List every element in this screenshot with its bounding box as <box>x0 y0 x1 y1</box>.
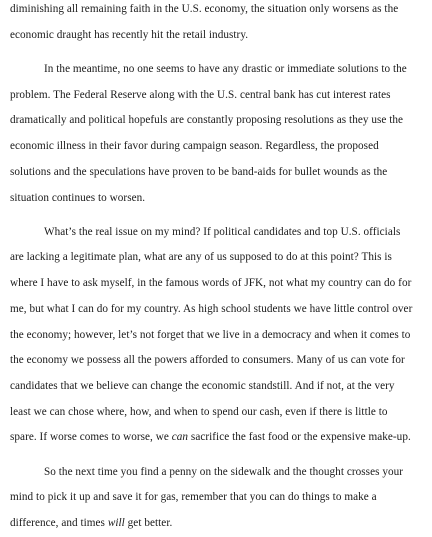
text-line: me, but what I can do for my country. As high school students we have little control over <box>10 302 413 315</box>
text-line: are lacking a legitimate plan, what are any of us supposed to do at this point? This is <box>10 251 392 264</box>
text-line: the economy; however, let’s not forget that we live in a democracy and when it comes to <box>10 328 411 341</box>
paragraph-first-line: In the meantime, no one seems to have any drastic or immediate solutions to the <box>44 63 407 75</box>
text-line: situation continues to worsen. <box>10 191 146 204</box>
text-line: economic illness in their favor during campaign season. Regardless, the proposed <box>10 140 379 153</box>
emphasized-word: can <box>171 431 189 444</box>
text-line: problem. The Federal Reserve along with the U.S. central bank has cut interest rates <box>10 88 391 101</box>
emphasized-word: will <box>107 517 125 529</box>
text-line: candidates that we believe can change the economic standstill. And if not, at the very <box>10 379 395 392</box>
text-line <box>10 510 172 537</box>
text-line: diminishing all remaining faith in the U.S. economy, the situation only worsens as the <box>10 3 399 15</box>
text-line: dramatically and political hopefuls are constantly proposing resolutions as they use the <box>10 114 404 127</box>
text-line <box>10 424 411 451</box>
text-line: least we can chose where, how, and when to spend our cash, even if there is little to <box>10 405 388 418</box>
text-line: mind to pick it up and save it for gas, remember that you can do things to make a <box>10 491 377 504</box>
text-line: economic draught has recently hit the retail industry. <box>10 28 249 41</box>
text-line: where I have to ask myself, in the famous words of JFK, not what my country can do for <box>10 277 412 290</box>
text-run: difference, and times <box>10 517 108 529</box>
text-run: spare. If worse comes to worse, we <box>10 431 172 444</box>
paragraph-first-line: What’s the real issue on my mind? If political candidates and top U.S. officials <box>44 225 401 238</box>
text-line: the economy we possess all the powers afforded to consumers. Many of us can vote for <box>10 354 405 367</box>
text-run: get better. <box>124 517 173 529</box>
text-run: sacrifice the fast food or the expensive make-up. <box>188 431 411 444</box>
text-line: solutions and the speculations have proven to be band-aids for bullet wounds as the <box>10 165 388 178</box>
paragraph-first-line: So the next time you find a penny on the sidewalk and the thought crosses your <box>44 465 404 478</box>
